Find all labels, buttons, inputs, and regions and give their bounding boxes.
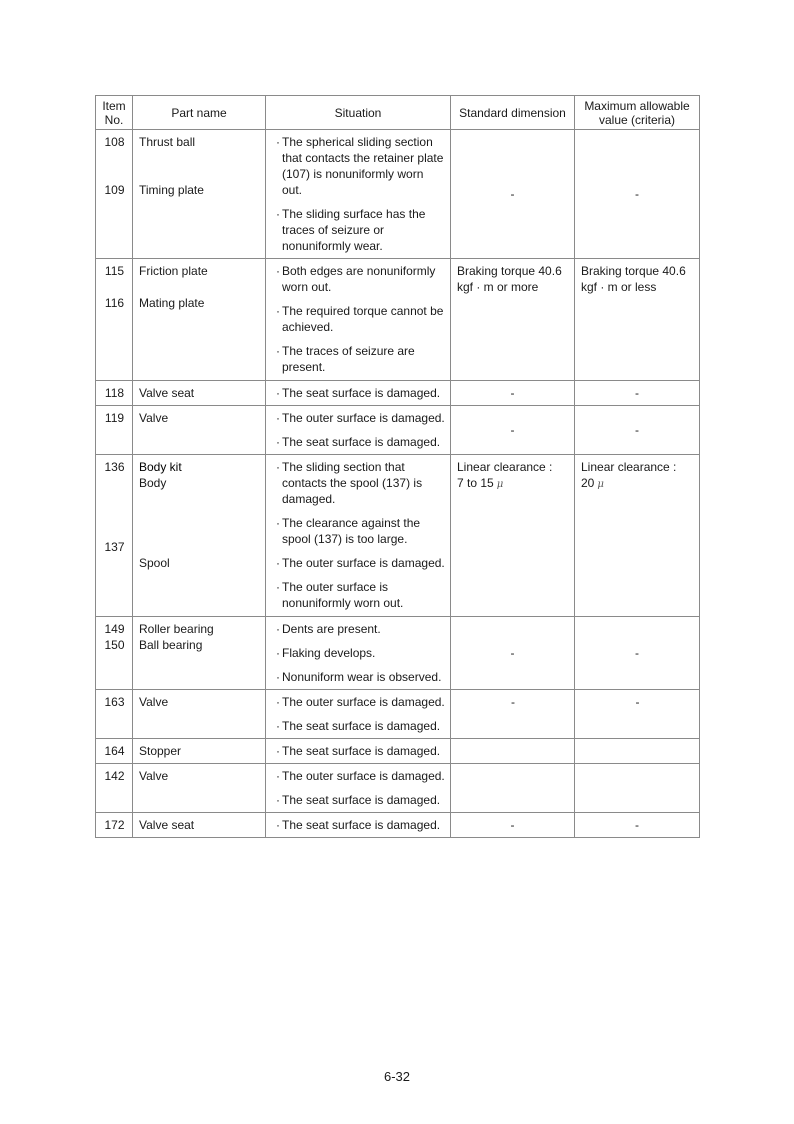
- situation-item: · The sliding surface has the traces of seizure or nonuniformly wear.: [276, 207, 426, 253]
- inspection-table: [95, 95, 700, 838]
- situation-item: · Dents are present.: [276, 622, 381, 636]
- standard-dimension-cell: -: [451, 690, 575, 739]
- max-allowable-cell: [575, 764, 700, 813]
- situation-item: · The outer surface is damaged.: [276, 556, 445, 570]
- situation-cell: [266, 764, 451, 813]
- header-item-no: Item No.: [96, 96, 133, 130]
- item-no-cell: 149 150: [96, 617, 133, 690]
- item-no-cell: 118: [96, 381, 133, 406]
- item-no-cell: 119: [96, 406, 133, 455]
- part-name-cell: Valve: [133, 690, 266, 739]
- table-row: [96, 259, 700, 381]
- standard-dimension-cell: Linear clearance : 7 to 15 μ: [451, 455, 575, 617]
- table-row: [96, 406, 700, 455]
- situation-item: · The spherical sliding section that contacts the retainer plate (107) is nonuniformly worn out.: [276, 135, 444, 197]
- item-no-cell: 108 109: [96, 130, 133, 259]
- table-header-row: [96, 96, 700, 130]
- item-no-cell: 163: [96, 690, 133, 739]
- item-no-cell: 172: [96, 813, 133, 838]
- situation-cell: [266, 455, 451, 617]
- standard-dimension-cell: [451, 739, 575, 764]
- standard-dimension-cell: -: [451, 406, 575, 455]
- situation-cell: [266, 381, 451, 406]
- max-allowable-cell: -: [575, 617, 700, 690]
- part-name-cell: Valve seat: [133, 813, 266, 838]
- situation-item: · The required torque cannot be achieved.: [276, 304, 444, 334]
- table-row: [96, 813, 700, 838]
- situation-item: · The outer surface is damaged.: [276, 769, 445, 783]
- part-name-cell: Roller bearing Ball bearing: [133, 617, 266, 690]
- max-allowable-cell: -: [575, 690, 700, 739]
- page-number: 6-32: [383, 1069, 411, 1084]
- situation-item: · The traces of seizure are present.: [276, 344, 415, 374]
- table-row: [96, 764, 700, 813]
- max-allowable-cell: Linear clearance : 20 μ: [575, 455, 700, 617]
- max-allowable-cell: [575, 739, 700, 764]
- situation-cell: [266, 130, 451, 259]
- situation-cell: [266, 406, 451, 455]
- item-no-cell: 164: [96, 739, 133, 764]
- header-standard-dimension: Standard dimension: [451, 96, 575, 130]
- standard-dimension-cell: Braking torque 40.6 kgf · m or more: [451, 259, 575, 381]
- situation-item: · The seat surface is damaged.: [276, 818, 441, 832]
- part-name-cell: Valve: [133, 764, 266, 813]
- item-no-cell: 115 116: [96, 259, 133, 381]
- situation-item: · The clearance against the spool (137) is too large.: [276, 516, 421, 546]
- item-no-cell: 136 137: [96, 455, 133, 617]
- situation-cell: [266, 813, 451, 838]
- max-allowable-cell: -: [575, 813, 700, 838]
- situation-item: · Flaking develops.: [276, 646, 376, 660]
- standard-dimension-cell: -: [451, 130, 575, 259]
- standard-dimension-cell: -: [451, 617, 575, 690]
- part-name-cell: Valve: [133, 406, 266, 455]
- situation-cell: [266, 259, 451, 381]
- situation-cell: [266, 690, 451, 739]
- part-name-cell: Body kit Body Spool: [133, 455, 266, 617]
- max-allowable-cell: Braking torque 40.6 kgf · m or less: [575, 259, 700, 381]
- header-max-allowable: Maximum allowable value (criteria): [575, 96, 700, 130]
- situation-item: · Nonuniform wear is observed.: [276, 670, 442, 684]
- situation-item: · The sliding section that contacts the spool (137) is damaged.: [276, 460, 423, 506]
- max-allowable-cell: -: [575, 381, 700, 406]
- situation-item: · The seat surface is damaged.: [276, 744, 441, 758]
- situation-item: · The seat surface is damaged.: [276, 435, 441, 449]
- max-allowable-cell: -: [575, 130, 700, 259]
- standard-dimension-cell: -: [451, 381, 575, 406]
- table-row: [96, 130, 700, 259]
- item-no-cell: 142: [96, 764, 133, 813]
- table-row: [96, 455, 700, 617]
- part-name-cell: Stopper: [133, 739, 266, 764]
- table-row: [96, 739, 700, 764]
- table-row: [96, 617, 700, 690]
- situation-item: · The outer surface is nonuniformly worn out.: [276, 580, 404, 610]
- standard-dimension-cell: -: [451, 813, 575, 838]
- table-row: [96, 690, 700, 739]
- part-name-cell: Friction plate Mating plate: [133, 259, 266, 381]
- standard-dimension-cell: [451, 764, 575, 813]
- situation-cell: [266, 617, 451, 690]
- situation-item: · The seat surface is damaged.: [276, 793, 441, 807]
- situation-item: · The outer surface is damaged.: [276, 695, 445, 709]
- situation-item: · The outer surface is damaged.: [276, 411, 445, 425]
- situation-item: · The seat surface is damaged.: [276, 386, 441, 400]
- situation-cell: [266, 739, 451, 764]
- part-name-cell: Thrust ball Timing plate: [133, 130, 266, 259]
- part-name-cell: Valve seat: [133, 381, 266, 406]
- table-row: [96, 381, 700, 406]
- max-allowable-cell: -: [575, 406, 700, 455]
- situation-item: · Both edges are nonuniformly worn out.: [276, 264, 436, 294]
- header-situation: Situation: [266, 96, 451, 130]
- header-part-name: Part name: [133, 96, 266, 130]
- situation-item: · The seat surface is damaged.: [276, 719, 441, 733]
